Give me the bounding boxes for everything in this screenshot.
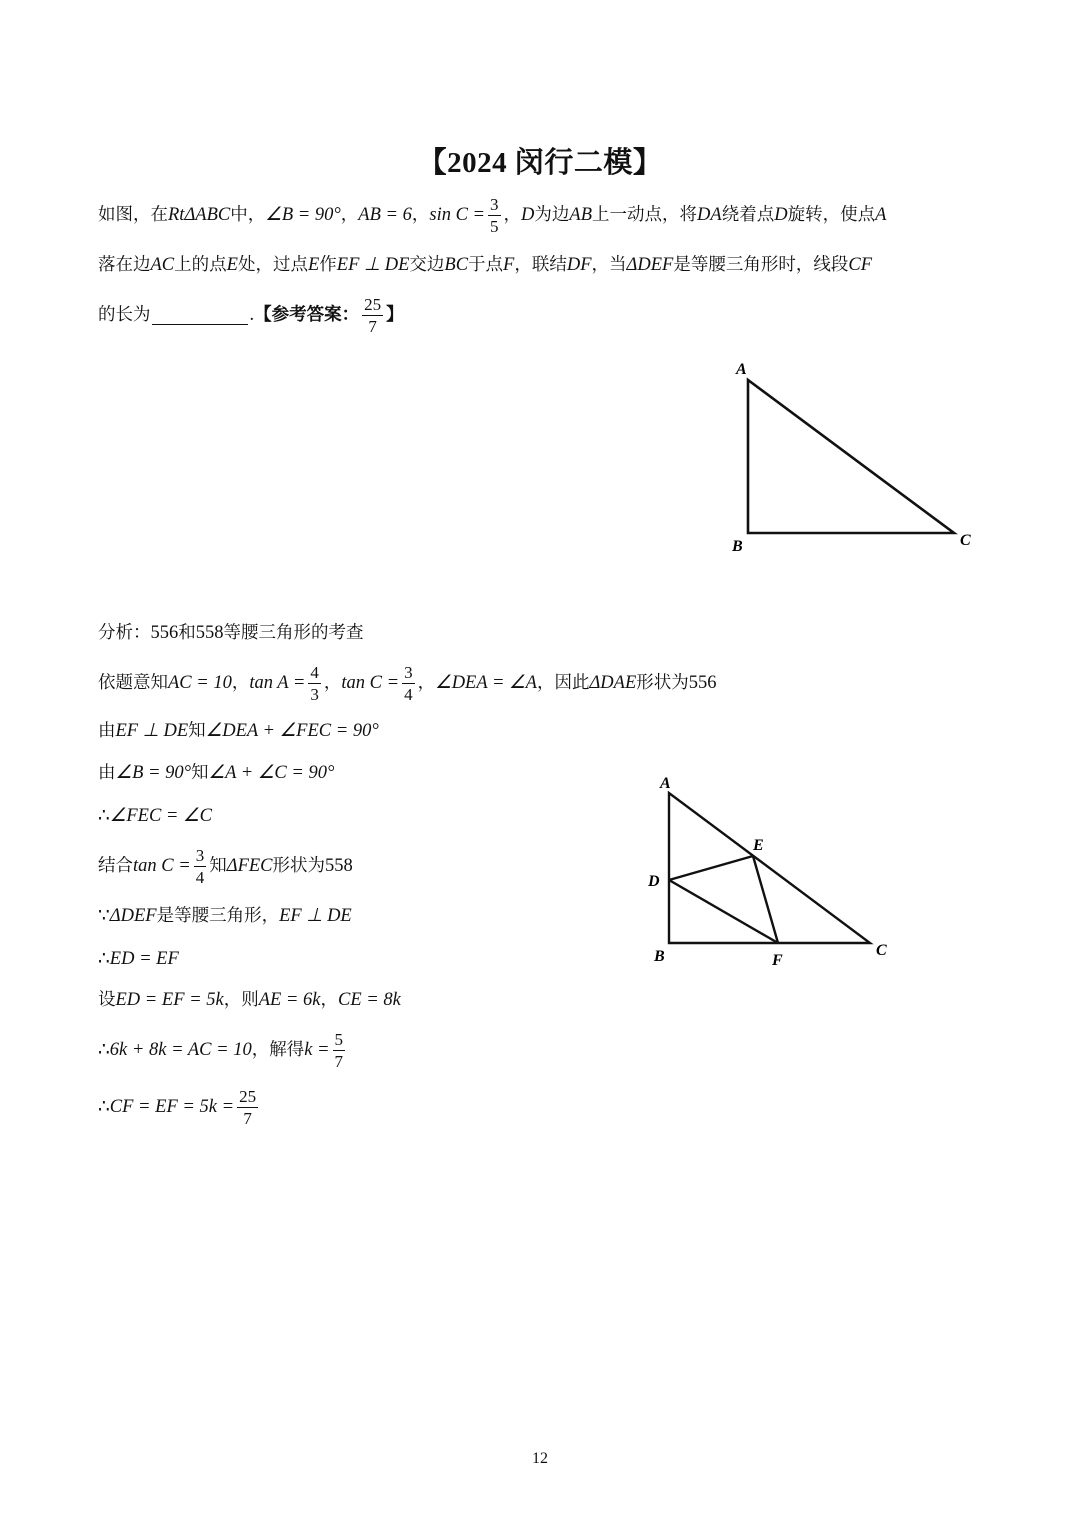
vertex-label-d: D <box>648 873 660 890</box>
fraction-k <box>333 1030 346 1071</box>
math-expr: D <box>774 205 788 225</box>
analysis-line-5 <box>98 791 212 841</box>
analysis-text: 等腰三角形的考查 <box>223 623 364 643</box>
math-expr: A <box>875 205 887 225</box>
separator: ， <box>340 205 359 225</box>
numerator: 25 <box>364 294 382 314</box>
math-expr: AB <box>569 205 593 225</box>
analysis-line-6 <box>98 841 353 891</box>
denominator: 4 <box>195 867 205 887</box>
denominator: 7 <box>243 1108 252 1128</box>
vertex-label-f: F <box>772 952 783 969</box>
problem-text: 是等腰三角形时，线段 <box>673 255 849 275</box>
analysis-text: 由 <box>98 721 116 741</box>
analysis-text: 设 <box>98 990 116 1010</box>
separator: ， <box>417 673 436 693</box>
problem-text: 上一动点，将 <box>592 205 698 225</box>
math-expr: ∠FEC = ∠C <box>109 806 212 826</box>
analysis-line-10 <box>98 1025 348 1075</box>
problem-text: 处，过点 <box>237 255 308 275</box>
math-expr: ΔDEF <box>109 906 157 926</box>
problem-text: 如图，在 <box>98 205 168 225</box>
number: 556 <box>150 623 179 643</box>
separator: ， <box>503 205 522 225</box>
period: . <box>249 305 255 325</box>
vertex-label-b: B <box>732 538 743 555</box>
math-expr: BC <box>444 255 469 275</box>
vertex-label-e: E <box>753 837 764 854</box>
analysis-text: 形状为 <box>272 856 326 876</box>
because-symbol: ∵ <box>98 906 110 926</box>
math-expr: CE = 8k <box>338 990 401 1010</box>
problem-text: 作 <box>319 255 337 275</box>
math-expr: tan C = <box>341 673 400 693</box>
analysis-text: 知 <box>191 763 209 783</box>
analysis-text: 形状为 <box>636 673 689 693</box>
fraction-tan-a <box>308 663 321 704</box>
page-title: 【2024 闵行二模】 <box>417 147 663 179</box>
math-expr: tan A = <box>249 673 306 693</box>
analysis-text: ，因此 <box>536 673 590 693</box>
analysis-text: 是等腰三角形， <box>156 906 280 926</box>
numerator: 4 <box>310 662 319 682</box>
fraction-cf <box>237 1087 258 1128</box>
analysis-line-11 <box>98 1082 261 1132</box>
therefore-symbol: ∴ <box>98 1040 110 1060</box>
segment-de <box>669 856 753 880</box>
math-expr: ED = EF = 5k <box>115 990 224 1010</box>
answer-label: 【参考答案： <box>254 305 360 325</box>
vertex-label-c: C <box>960 532 971 549</box>
math-expr: AE = 6k <box>258 990 321 1010</box>
numerator: 5 <box>334 1029 344 1049</box>
analysis-line-1 <box>98 608 364 658</box>
math-expr: AC = 10 <box>168 673 232 693</box>
math-expr: sin C = <box>429 205 486 225</box>
problem-text: 绕着点 <box>721 205 775 225</box>
denominator: 4 <box>404 684 413 704</box>
number: 558 <box>195 623 224 643</box>
math-expr: ∠A + ∠C = 90° <box>208 763 335 783</box>
problem-text: 中， <box>230 205 266 225</box>
analysis-text: 由 <box>98 763 116 783</box>
problem-text: ，当 <box>591 255 627 275</box>
analysis-text: ，解得 <box>251 1040 305 1060</box>
therefore-symbol: ∴ <box>98 949 110 969</box>
number: 556 <box>688 673 717 693</box>
problem-text: 为边 <box>534 205 570 225</box>
separator: ， <box>231 673 250 693</box>
problem-text: 旋转，使点 <box>787 205 876 225</box>
analysis-text: 依题意知 <box>98 673 168 693</box>
math-expr: ∠B = 90° <box>115 763 192 783</box>
math-expr: AB = 6 <box>358 205 412 225</box>
therefore-symbol: ∴ <box>98 806 110 826</box>
vertex-label-c: C <box>876 942 887 959</box>
math-expr: E <box>226 255 238 275</box>
problem-text: 于点 <box>468 255 504 275</box>
analysis-line-9 <box>98 975 401 1025</box>
math-expr: ΔFEC <box>226 856 273 876</box>
math-expr: ΔDAE <box>589 673 637 693</box>
vertex-label-a: A <box>736 361 747 378</box>
math-expr: CF = EF = 5k = <box>109 1097 235 1117</box>
denominator: 7 <box>368 316 377 336</box>
math-expr: ∠DEA = ∠A <box>435 673 537 693</box>
numerator: 3 <box>490 194 499 214</box>
denominator: 5 <box>490 216 499 236</box>
answer-close: 】 <box>386 305 404 325</box>
separator: ， <box>323 673 342 693</box>
problem-text: 上的点 <box>174 255 227 275</box>
problem-text: ，联结 <box>514 255 567 275</box>
math-expr: ∠DEA + ∠FEC = 90° <box>205 721 379 741</box>
fraction-tan-c <box>194 846 207 887</box>
analysis-text: 知 <box>209 856 227 876</box>
denominator: 3 <box>310 684 319 704</box>
math-expr: 6k + 8k = AC = 10 <box>109 1040 252 1060</box>
analysis-text: ，则 <box>223 990 259 1010</box>
math-expr: EF ⊥ DE <box>115 721 189 741</box>
problem-text: 交边 <box>409 255 445 275</box>
math-expr: EF ⊥ DE <box>279 906 352 926</box>
analysis-text: 知 <box>188 721 206 741</box>
outer-triangle <box>669 793 870 943</box>
math-expr: AC <box>150 255 175 275</box>
number: 558 <box>325 856 353 876</box>
math-expr: tan C = <box>133 856 191 876</box>
separator: ， <box>320 990 338 1010</box>
page-number: 12 <box>532 1450 548 1467</box>
math-expr: ∠B = 90° <box>265 205 341 225</box>
denominator: 7 <box>334 1051 344 1071</box>
numerator: 3 <box>195 845 205 865</box>
therefore-symbol: ∴ <box>98 1097 110 1117</box>
analysis-text: 分析： <box>98 623 151 643</box>
math-expr: RtΔABC <box>168 205 231 225</box>
math-expr: CF <box>848 255 872 275</box>
numerator: 3 <box>404 662 413 682</box>
math-expr: DF <box>566 255 592 275</box>
math-expr: k = <box>304 1040 330 1060</box>
separator: ， <box>411 205 430 225</box>
math-expr: DA <box>697 205 722 225</box>
math-expr: ED = EF <box>109 949 179 969</box>
math-expr: D <box>521 205 535 225</box>
vertex-label-b: B <box>654 948 665 965</box>
math-expr: EF ⊥ DE <box>336 255 410 275</box>
math-expr: F <box>503 255 515 275</box>
numerator: 25 <box>239 1086 257 1106</box>
analysis-text: 和 <box>178 623 196 643</box>
vertex-label-a: A <box>660 775 671 792</box>
problem-text: 落在边 <box>98 255 151 275</box>
math-expr: ΔDEF <box>626 255 674 275</box>
analysis-line-2 <box>98 658 717 708</box>
problem-text: 的长为 <box>98 305 151 325</box>
math-expr: E <box>307 255 320 275</box>
analysis-text: 结合 <box>98 856 133 876</box>
fraction-tan-c <box>402 663 415 704</box>
